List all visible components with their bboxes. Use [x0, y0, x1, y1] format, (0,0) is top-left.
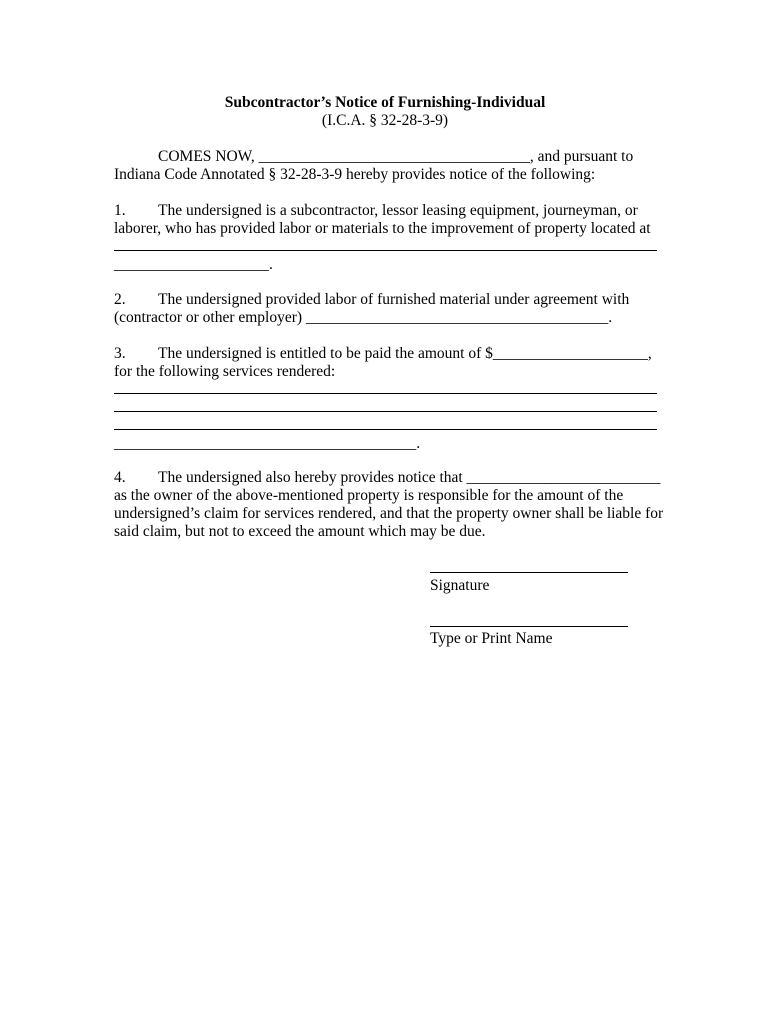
item-1-number: 1.	[114, 202, 126, 219]
item-1-end	[114, 256, 659, 274]
item-3-number: 3.	[114, 345, 126, 362]
services-blank-line-2[interactable]	[114, 411, 657, 412]
item-1-line-2: laborer, who has provided labor or materials to the improvement of property located at	[114, 220, 651, 237]
item-3	[114, 345, 659, 381]
item-2-line-2[interactable]: (contractor or other employer) _______________________________________.	[114, 309, 613, 326]
intro-suffix: , and pursuant to	[529, 148, 634, 165]
item-2-number: 2.	[114, 291, 126, 308]
item-3-end	[114, 435, 659, 453]
item-4	[114, 469, 664, 541]
print-name-line[interactable]	[430, 626, 628, 627]
intro-line-2: Indiana Code Annotated § 32-28-3-9 hereby provides notice of the following:	[114, 166, 596, 183]
item-4-line-1[interactable]: The undersigned also hereby provides notice that _________________________	[158, 469, 661, 486]
document-citation: (I.C.A. § 32-28-3-9)	[321, 112, 449, 129]
item-2-line-1: The undersigned provided labor of furnished material under agreement with	[158, 291, 630, 308]
item-1-line-1: The undersigned is a subcontractor, lessor leasing equipment, journeyman, or	[158, 202, 638, 219]
services-blank-line-3[interactable]	[114, 429, 657, 430]
document-title: Subcontractor’s Notice of Furnishing-Individual	[224, 94, 546, 111]
item-4-line-3: undersigned’s claim for services rendered, and that the property owner shall be liable for	[114, 505, 664, 522]
item-3-line-6[interactable]: _______________________________________.	[114, 435, 421, 452]
item-4-line-4: said claim, but not to exceed the amount which may be due.	[114, 523, 486, 540]
item-3-line-1[interactable]: The undersigned is entitled to be paid the amount of $____________________,	[158, 345, 652, 362]
item-4-number: 4.	[114, 469, 126, 486]
item-4-line-2: as the owner of the above-mentioned property is responsible for the amount of the	[114, 487, 624, 504]
intro-paragraph	[114, 148, 659, 184]
item-1-line-4[interactable]: ____________________.	[114, 256, 273, 273]
owner-name-blank[interactable]: ___________________________________	[258, 148, 530, 165]
item-2	[114, 291, 659, 327]
item-1	[114, 202, 659, 238]
services-blank-line-1[interactable]	[114, 393, 657, 394]
signature-label: Signature	[430, 577, 490, 594]
item-3-line-2: for the following services rendered:	[114, 363, 336, 380]
property-location-blank-line[interactable]	[114, 250, 657, 251]
intro-prefix: COMES NOW,	[158, 148, 259, 165]
signature-line[interactable]	[430, 572, 628, 573]
print-name-label: Type or Print Name	[430, 630, 553, 647]
